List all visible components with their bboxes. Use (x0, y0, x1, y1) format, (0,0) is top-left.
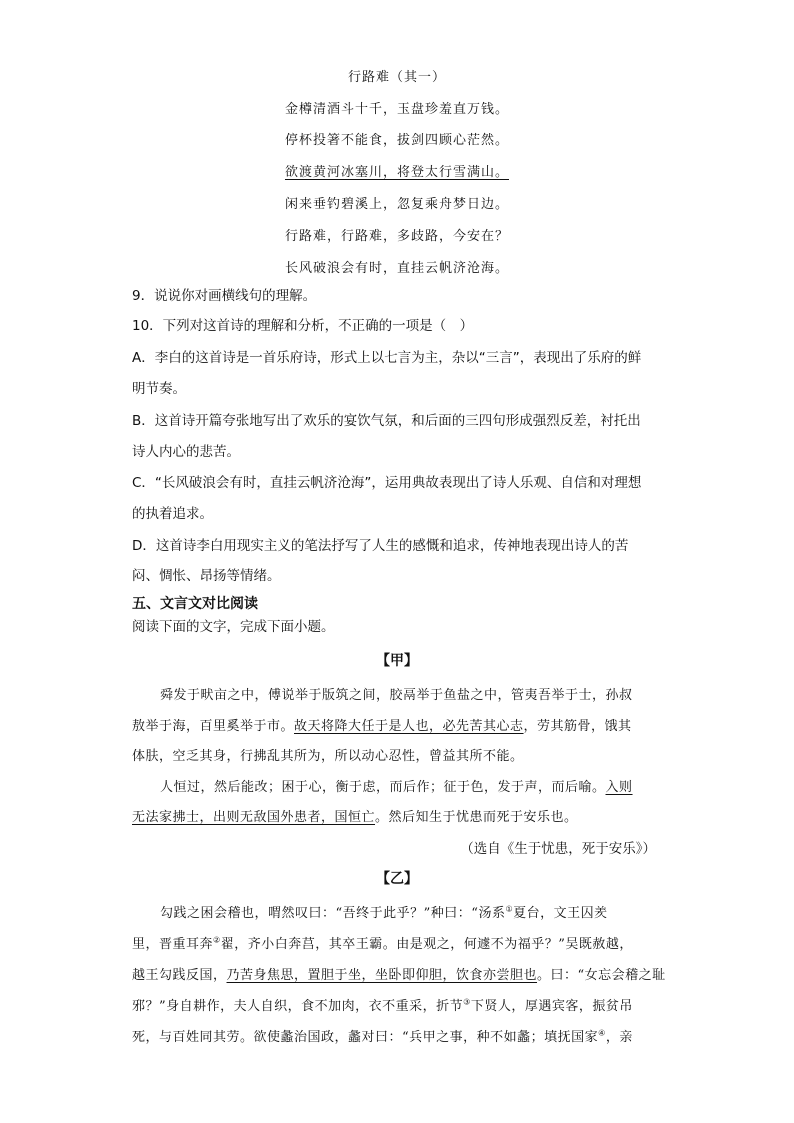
yi-underlined: 乃苦身焦思，置胆于坐，坐卧即仰胆，饮食亦尝胆也 (226, 968, 538, 983)
yi-line-1 (160, 902, 664, 921)
option-b-line-1: B．这首诗开篇夸张地写出了欢乐的宴饮气氛，和后面的三四句形成强烈反差，衬托出 (132, 413, 641, 429)
footnote-marker-2: ② (213, 935, 221, 945)
section-title: 五、文言文对比阅读 (132, 596, 258, 612)
jia-line-2-text: 敖举于海，百里奚举于市。 (132, 719, 295, 734)
jia-underlined-2b: 无法家拂士，出则无敌国外患者，国恒亡 (132, 810, 376, 825)
poem-title: 行路难（其一） (347, 70, 446, 85)
option-a-line-1: A．李白的这首诗是一首乐府诗，形式上以七言为主，杂以“三言”，表现出了乐府的鲜 (132, 350, 642, 366)
question-10: 10．下列对这首诗的理解和分析，不正确的一项是（ ） (132, 318, 474, 334)
jia-underlined-1: 故天将降大任于是人也，必先苦其心志 (294, 719, 524, 734)
yi-line-1-text: 勾践之困会稽也，喟然叹曰：“吾终于此乎？”种曰：“汤系 (160, 906, 506, 921)
jia-line-5-tail: 。然后知生于忧患而死于安乐也。 (375, 810, 578, 825)
question-9: 9．说说你对画横线句的理解。 (132, 288, 317, 304)
yi-line-4 (132, 995, 664, 1014)
poem-line-6: 长风破浪会有时，直挂云帆济沧海。 (284, 261, 509, 276)
yi-line-3-text: 越王勾践反国， (132, 968, 227, 983)
jia-line-4-text: 人恒过，然后能改；困于心，衡于虑，而后作；征于色，发于声，而后喻。 (160, 780, 606, 795)
passage-yi-label: 【乙】 (376, 871, 418, 887)
yi-line-3 (132, 964, 664, 983)
jia-line-3: 体肤，空乏其身，行拂乱其所为，所以动心忍性，曾益其所不能。 (132, 749, 524, 764)
option-d-line-2: 闷、惆怅、昂扬等情绪。 (132, 568, 281, 584)
jia-source: （选自《生于忧患，死于安乐》） (460, 841, 656, 857)
option-a-line-2: 明节奏。 (132, 381, 186, 397)
option-c-line-2: 的执着追求。 (132, 506, 213, 522)
poem-line-5: 行路难，行路难，多歧路，今安在？ (284, 229, 509, 244)
jia-line-1: 舜发于畎亩之中，傅说举于版筑之间，胶鬲举于鱼盐之中，管夷吾举于士，孙叔 (160, 688, 633, 703)
yi-line-2-text: 里，晋重耳奔 (132, 937, 214, 952)
yi-line-5-tail: ，亲 (605, 1030, 633, 1045)
footnote-marker-1: ① (505, 904, 514, 914)
underlined-line: 欲渡黄河冰塞川，将登太行雪满山。 (284, 165, 509, 180)
yi-line-2 (132, 933, 664, 952)
jia-underlined-2a: 入则 (605, 780, 633, 795)
yi-line-3-tail: 。曰：“女忘会稽之耻 (537, 968, 666, 983)
yi-line-1-tail: 夏台，文王囚羑 (513, 906, 608, 921)
yi-line-2-tail: 翟，齐小白奔莒，其卒王霸。由是观之，何遽不为福乎？”吴既赦越， (220, 937, 633, 952)
jia-line-2 (132, 715, 664, 734)
section-instruction: 阅读下面的文字，完成下面小题。 (132, 619, 335, 635)
option-c-line-1: C．“长风破浪会有时，直挂云帆济沧海”，运用典故表现出了诗人乐观、自信和对理想 (132, 475, 642, 491)
yi-line-4-tail: 下贤人，厚遇宾客，振贫吊 (470, 999, 633, 1014)
yi-line-5 (132, 1026, 664, 1045)
passage-jia-label: 【甲】 (376, 653, 418, 669)
yi-line-5-text: 死，与百姓同其劳。欲使蠡治国政，蠡对曰：“兵甲之事，种不如蠡；填抚国家 (132, 1030, 599, 1045)
jia-line-4 (160, 776, 664, 795)
jia-line-2-tail: ，劳其筋骨，饿其 (523, 719, 632, 734)
option-d-line-1: D．这首诗李白用现实主义的笔法抒写了人生的感慨和追求，传神地表现出诗人的苦 (132, 538, 629, 554)
poem-line-4: 闲来垂钓碧溪上，忽复乘舟梦日边。 (284, 197, 509, 212)
yi-line-4-text: 邪？”身自耕作，夫人自织，食不加肉，衣不重采，折节 (132, 999, 464, 1014)
footnote-marker-3: ③ (463, 997, 471, 1007)
poem-line-2: 停杯投箸不能食，拔剑四顾心茫然。 (284, 133, 509, 148)
poem-line-3-underlined (0, 161, 794, 180)
poem-line-1: 金樽清酒斗十千，玉盘珍羞直万钱。 (284, 102, 509, 117)
jia-line-5 (132, 806, 664, 825)
footnote-marker-4: ④ (598, 1028, 606, 1038)
option-b-line-2: 诗人内心的悲苦。 (132, 444, 240, 460)
